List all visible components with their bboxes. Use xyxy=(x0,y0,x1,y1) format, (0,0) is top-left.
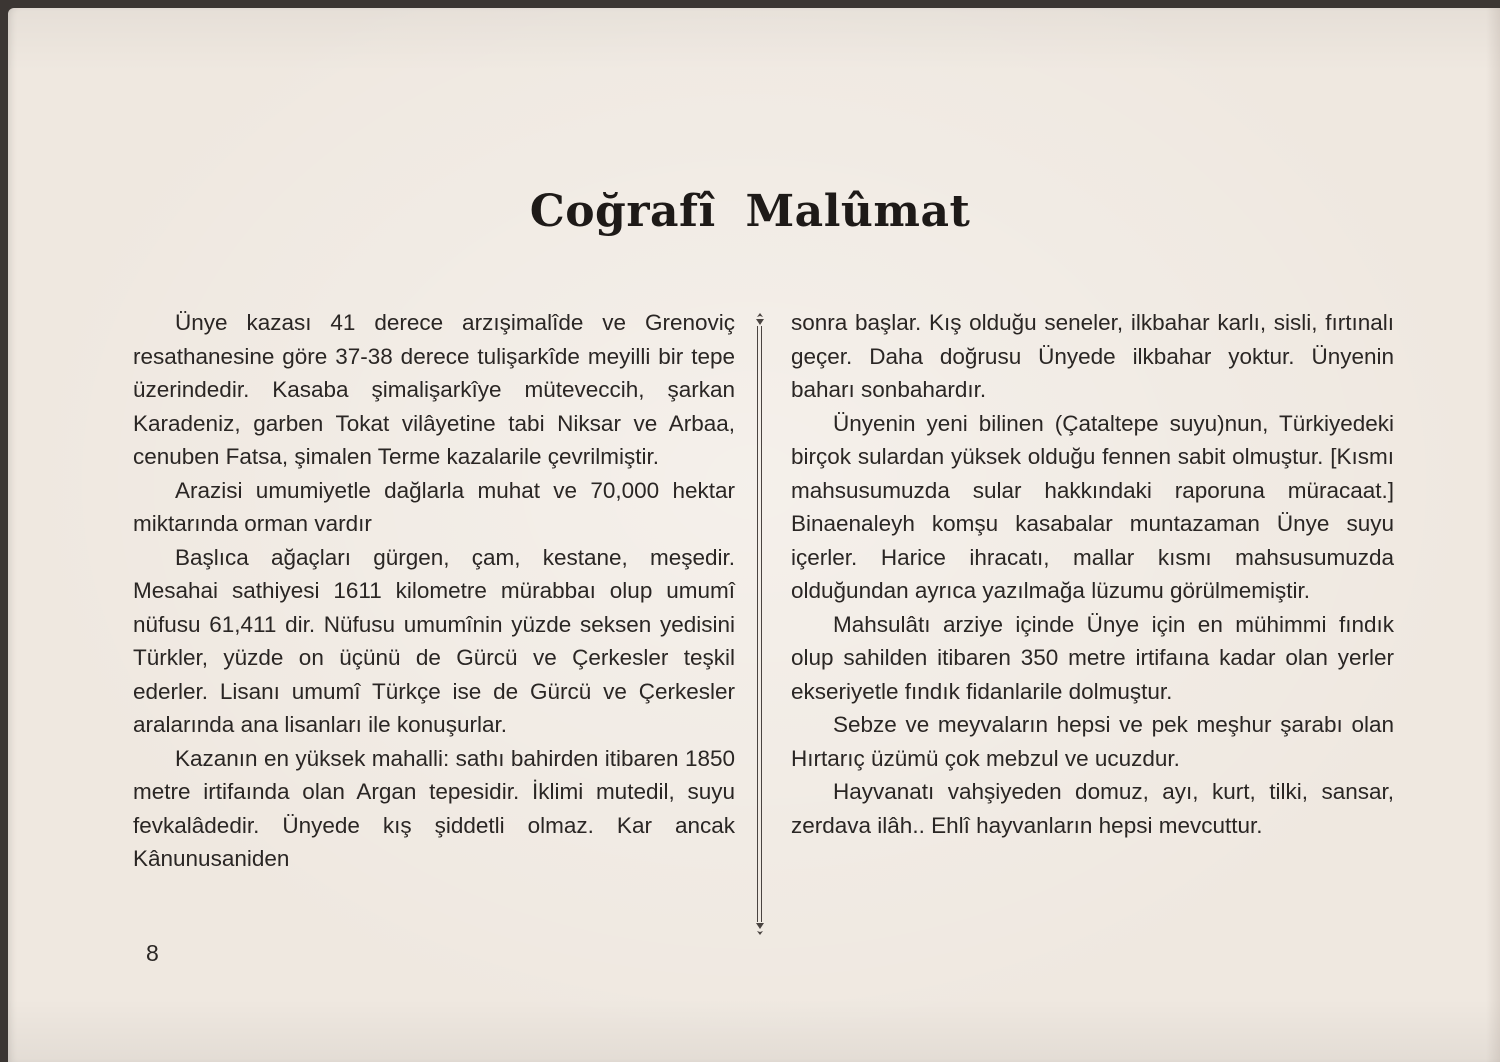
right-text-column xyxy=(791,306,1394,842)
divider-line-right xyxy=(761,326,762,922)
right-paragraph-2: Ünyenin yeni bilinen (Çataltepe suyu)nun, Türkiyedeki birçok sulardan yüksek olduğu fennen sabit olmuştur. [Kısmı mahsusumuzda sular hakkındaki raporuna müracaat.] Binaenaleyh komşu kasabalar muntazaman Ünye suyu içerler. Harice ihracatı, mallar kısmı mahsusumuzda olduğundan ayrıca yazılmağa lüzumu görülmemiştir. xyxy=(791,410,1394,603)
page-fold-shadow xyxy=(1486,8,1500,1062)
divider-top-ornament xyxy=(754,312,766,326)
left-paragraph-1: Ünye kazası 41 derece arzışimalîde ve Grenoviç resathanesine göre 37-38 derece tulişarkîde meyilli bir tepe üzerindedir. Kasaba şimalişarkîye müteveccih, şarkan Karadeniz, garben Tokat vilâyetine tabi Niksar ve Arbaa, cenuben Fatsa, şimalen Terme kazalarile çevrilmiştir. xyxy=(133,310,735,469)
column-divider-rule xyxy=(754,312,766,936)
divider-bottom-ornament xyxy=(754,922,766,936)
right-paragraph-1: sonra başlar. Kış olduğu seneler, ilkbahar karlı, sisli, fırtınalı geçer. Daha doğrusu Ünyede ilkbahar yoktur. Ünyenin baharı sonbahardır. xyxy=(791,310,1394,402)
page-title: Coğrafî Malûmat xyxy=(529,186,971,237)
left-paragraph-3: Başlıca ağaçları gürgen, çam, kestane, meşedir. Mesahai sathiyesi 1611 kilometre mürabbaı olup umumî nüfusu 61,411 dir. Nüfusu umumînin yüzde seksen yedisini Türkler, yüzde on üçünü de Gürcü ve Çerkesler teşkil ederler. Lisanı umumî Türkçe ise de Gürcü ve Çerkesler aralarında ana lisanları ile konuşurlar. xyxy=(133,544,735,737)
left-paragraph-4: Kazanın en yüksek mahalli: sathı bahirden itibaren 1850 metre irtifaında olan Argan tepesidir. İklimi mutedil, suyu fevkalâdedir. Ünyede kış şiddetli olmaz. Kar ancak Kânunusaniden xyxy=(133,745,735,871)
left-paragraph-2: Arazisi umumiyetle dağlarla muhat ve 70,000 hektar miktarında orman vardır xyxy=(133,477,735,536)
left-text-column xyxy=(133,306,735,876)
right-paragraph-3: Mahsulâtı arziye içinde Ünye için en mühimmi fındık olup sahilden itibaren 350 metre irtifaına kadar olan yerler ekseriyetle fındık fidanlarile dolmuştur. xyxy=(791,611,1394,704)
divider-line-left xyxy=(757,326,758,922)
page-number: 8 xyxy=(146,940,159,966)
right-paragraph-4: Sebze ve meyvaların hepsi ve pek meşhur şarabı olan Hırtarıç üzümü çok mebzul ve ucuzdur. xyxy=(791,712,1394,771)
right-paragraph-5: Hayvanatı vahşiyeden domuz, ayı, kurt, tilki, sansar, zerdava ilâh.. Ehlî hayvanların hepsi mevcuttur. xyxy=(791,779,1394,838)
